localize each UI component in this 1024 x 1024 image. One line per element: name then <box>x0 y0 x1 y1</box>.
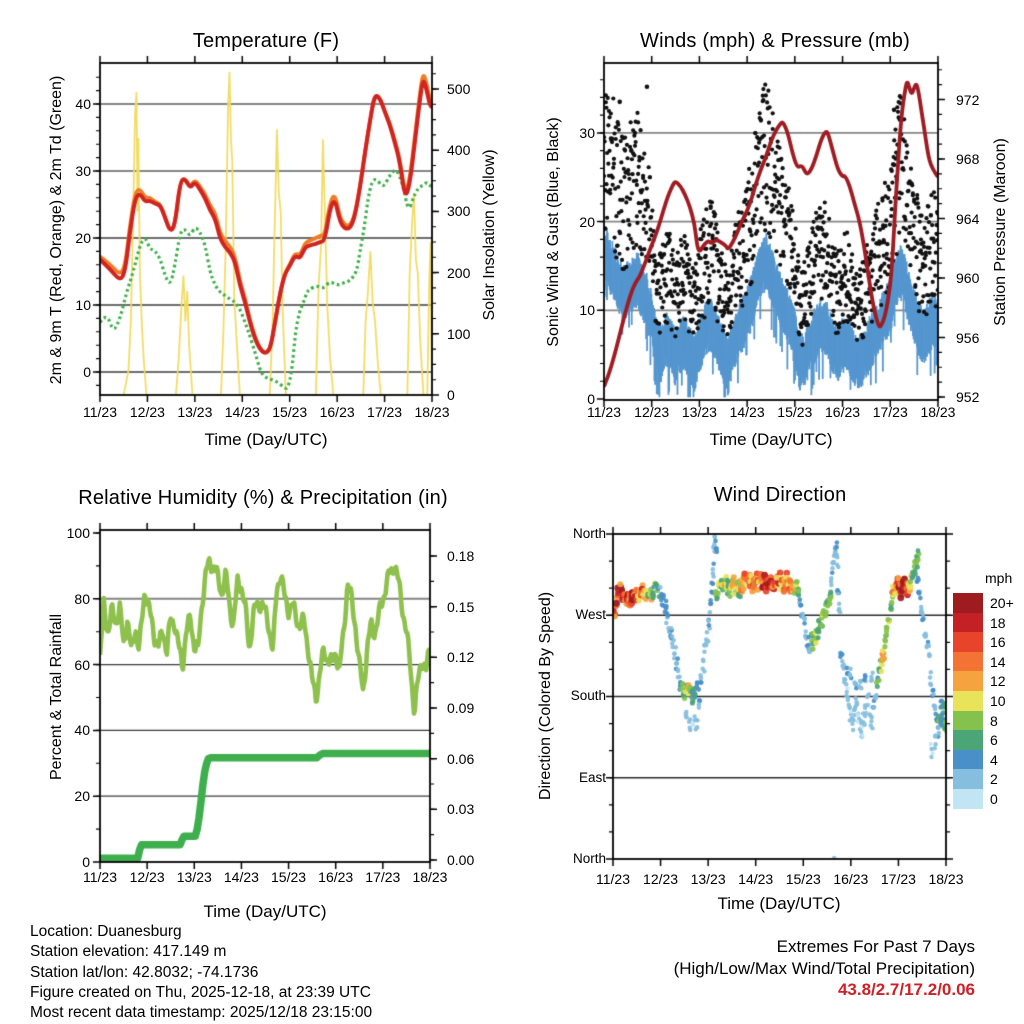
y-tick-precip-0.03: 0.03 <box>447 801 475 818</box>
colorbar-swatch-2 <box>953 769 983 789</box>
x-tick-day-15-23: 15/23 <box>785 871 821 887</box>
x-tick-day-11-23: 11/23 <box>596 871 630 887</box>
x-tick-day-13-23: 13/23 <box>681 404 717 420</box>
colorbar-label-6: 6 <box>990 732 998 749</box>
y-tick-solar-0: 0 <box>447 387 455 403</box>
colorbar-label-4: 4 <box>990 751 998 768</box>
y-tick-temp-20: 20 <box>75 230 91 246</box>
x-tick-day-17-23: 17/23 <box>880 871 916 887</box>
extremes-subheading: (High/Low/Max Wind/Total Precipitation) <box>673 958 975 978</box>
extremes-block <box>535 936 975 1001</box>
station-info-line-2: Station elevation: 417.149 m <box>30 943 227 961</box>
x-tick-day-18-23: 18/23 <box>412 869 448 885</box>
x-tick-day-17-23: 17/23 <box>365 869 401 885</box>
x-tick-day-14-23: 14/23 <box>738 871 774 887</box>
y-tick-precip-0.18: 0.18 <box>447 548 475 564</box>
y-tick-temp-10: 10 <box>75 297 91 313</box>
colorbar-swatch-4 <box>953 750 983 770</box>
y-tick-rh-100: 100 <box>66 525 90 541</box>
y-tick-pressure-960: 960 <box>956 270 980 286</box>
y-tick-pressure-952: 952 <box>956 389 980 405</box>
x-tick-day-12-23: 12/23 <box>634 404 670 420</box>
colorbar-swatch-0 <box>953 789 983 809</box>
xlabel-winds: Time (Day/UTC) <box>709 430 833 449</box>
station-info-block <box>30 922 372 1023</box>
y-tick-pressure-968: 968 <box>956 151 980 167</box>
x-tick-day-14-23: 14/23 <box>224 404 260 420</box>
y-tick-precip-0.09: 0.09 <box>447 700 475 716</box>
ylabel-direction-left: Direction (Colored By Speed) <box>537 591 554 801</box>
colorbar-label-10: 10 <box>990 693 1006 709</box>
x-tick-day-15-23: 15/23 <box>777 404 813 420</box>
station-info-line-1: Location: Duanesburg <box>30 923 182 940</box>
colorbar-swatch-12 <box>953 671 983 691</box>
x-tick-day-16-23: 16/23 <box>833 871 869 887</box>
colorbar-swatch-16 <box>953 632 983 652</box>
panel-title-rh-precip: Relative Humidity (%) & Precipitation (in) <box>78 487 448 509</box>
colorbar-label-14: 14 <box>990 653 1006 670</box>
colorbar-label-18: 18 <box>990 614 1006 631</box>
panel-title-winds-pressure: Winds (mph) & Pressure (mb) <box>640 30 910 52</box>
y-tick-pressure-964: 964 <box>956 210 980 227</box>
y-tick-solar-300: 300 <box>447 203 471 220</box>
y-tick-dir-west-270: West <box>575 607 606 623</box>
x-tick-day-14-23: 14/23 <box>729 404 765 420</box>
x-tick-day-15-23: 15/23 <box>272 404 308 420</box>
y-tick-precip-0.15: 0.15 <box>447 598 475 615</box>
station-info-line-5: Most recent data timestamp: 2025/12/18 23:15:00 <box>30 1004 373 1022</box>
x-tick-day-11-23: 11/23 <box>83 869 117 885</box>
y-tick-rh-0: 0 <box>82 854 90 870</box>
panel-title-wind-direction: Wind Direction <box>713 484 847 506</box>
colorbar-swatch-14 <box>953 652 983 672</box>
x-tick-day-17-23: 17/23 <box>872 404 908 420</box>
y-tick-solar-100: 100 <box>447 325 471 342</box>
ylabel-wind-left: Sonic Wind & Gust (Blue, Black) <box>545 117 562 347</box>
y-tick-temp-30: 30 <box>75 163 91 179</box>
y-tick-temp-40: 40 <box>75 96 91 112</box>
ylabel-pressure-right: Station Pressure (Maroon) <box>992 138 1009 326</box>
colorbar-swatch-20+ <box>953 593 983 613</box>
y-tick-rh-40: 40 <box>74 722 90 739</box>
colorbar-label-16: 16 <box>990 634 1006 651</box>
y-tick-wind-10: 10 <box>579 302 595 319</box>
y-tick-dir-east-90: East <box>578 769 606 785</box>
x-tick-day-13-23: 13/23 <box>690 871 726 887</box>
x-tick-day-14-23: 14/23 <box>223 869 259 885</box>
x-tick-day-18-23: 18/23 <box>928 871 964 887</box>
ylabel-solar-right: Solar Insolation (Yellow) <box>481 149 498 321</box>
station-info-line-3: Station lat/lon: 42.8032; -74.1736 <box>30 963 259 981</box>
y-tick-precip-0.00: 0.00 <box>447 852 475 868</box>
colorbar-swatch-8 <box>953 711 983 731</box>
y-tick-pressure-972: 972 <box>956 91 980 108</box>
x-tick-day-16-23: 16/23 <box>318 869 354 885</box>
x-tick-day-11-23: 11/23 <box>83 404 117 420</box>
colorbar-swatch-6 <box>953 730 983 750</box>
extremes-values: 43.8/2.7/17.2/0.06 <box>837 980 975 999</box>
y-tick-dir-north-360: North <box>572 525 606 541</box>
colorbar-label-20+: 20+ <box>990 595 1014 611</box>
panel-title-temperature: Temperature (F) <box>192 30 340 52</box>
x-tick-day-15-23: 15/23 <box>271 869 307 885</box>
y-tick-wind-20: 20 <box>579 213 595 230</box>
colorbar-label-8: 8 <box>990 712 998 729</box>
y-tick-rh-80: 80 <box>74 590 90 607</box>
colorbar-label-0: 0 <box>990 791 998 807</box>
y-tick-precip-0.12: 0.12 <box>447 649 475 666</box>
x-tick-day-13-23: 13/23 <box>177 404 213 420</box>
x-tick-day-12-23: 12/23 <box>129 869 165 885</box>
y-tick-dir-north-0: North <box>572 851 606 866</box>
y-tick-precip-0.06: 0.06 <box>447 750 475 767</box>
y-tick-dir-south-180: South <box>570 688 606 704</box>
y-tick-rh-20: 20 <box>74 788 90 805</box>
colorbar-swatch-18 <box>953 613 983 633</box>
y-tick-solar-500: 500 <box>447 81 471 97</box>
xlabel-temperature: Time (Day/UTC) <box>204 430 328 449</box>
x-tick-day-13-23: 13/23 <box>176 869 212 885</box>
y-tick-rh-60: 60 <box>74 656 90 673</box>
y-tick-solar-400: 400 <box>447 142 471 159</box>
y-tick-wind-0: 0 <box>587 391 595 407</box>
x-tick-day-11-23: 11/23 <box>587 404 621 420</box>
y-tick-solar-200: 200 <box>447 264 471 281</box>
x-tick-day-18-23: 18/23 <box>414 404 450 420</box>
colorbar-label-2: 2 <box>990 771 998 788</box>
x-tick-day-17-23: 17/23 <box>367 404 403 420</box>
x-tick-day-12-23: 12/23 <box>129 404 165 420</box>
xlabel-wind-direction: Time (Day/UTC) <box>717 894 841 913</box>
colorbar-label-12: 12 <box>990 673 1006 690</box>
colorbar-title: mph <box>985 570 1013 586</box>
colorbar-swatch-10 <box>953 691 983 711</box>
y-tick-wind-30: 30 <box>579 124 595 141</box>
x-tick-day-16-23: 16/23 <box>825 404 861 420</box>
y-tick-temp-0: 0 <box>83 364 91 380</box>
extremes-heading: Extremes For Past 7 Days <box>776 937 975 956</box>
ylabel-temperature-left: 2m & 9m T (Red, Orange) & 2m Td (Green) <box>48 75 65 385</box>
x-tick-day-18-23: 18/23 <box>920 404 956 420</box>
x-tick-day-16-23: 16/23 <box>319 404 355 420</box>
y-tick-pressure-956: 956 <box>956 329 980 346</box>
x-tick-day-12-23: 12/23 <box>643 871 679 887</box>
xlabel-rh: Time (Day/UTC) <box>203 902 327 921</box>
ylabel-rh-left: Percent & Total Rainfall <box>48 613 65 781</box>
station-info-line-4: Figure created on Thu, 2025-12-18, at 23:39 UTC <box>30 983 371 1001</box>
